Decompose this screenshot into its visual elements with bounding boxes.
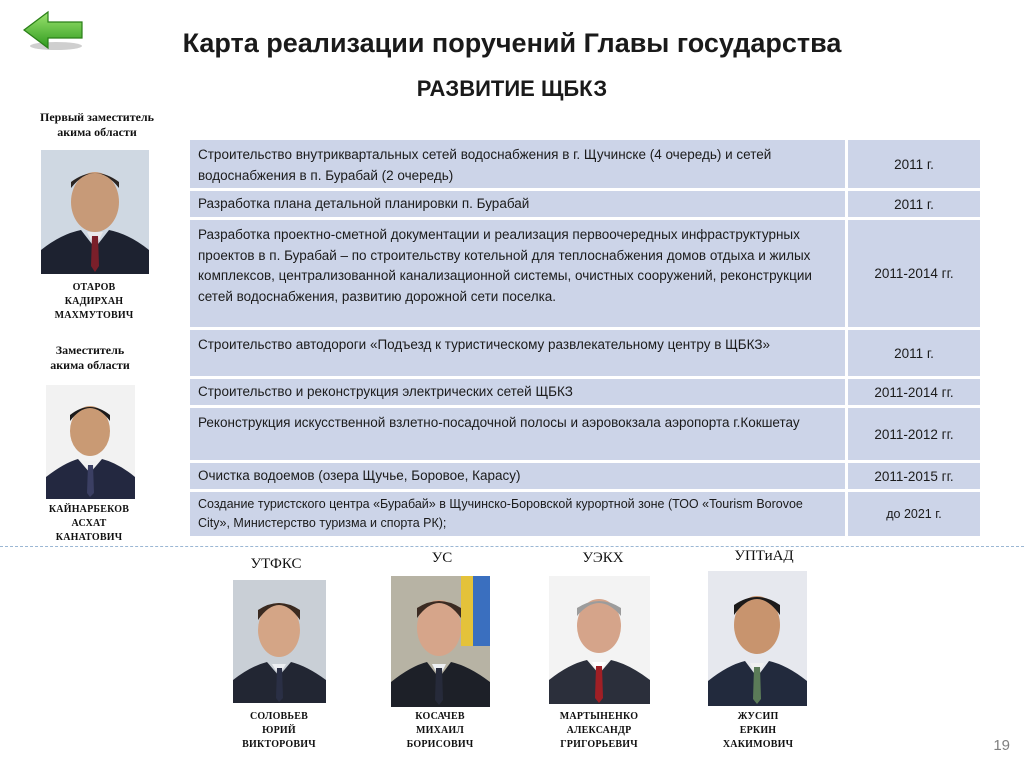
task-text: Разработка проектно-сметной документации и реализация первоочередных инфраструктурных проектов в п. Бурабай – по строительству котельной для теплоснабжения домов отдыха и жилых комплексов, централизованной канализационной системы, очистных сооружений, реконструкции сетей водоснабжения, развитию дорожной сети поселка. xyxy=(190,220,845,327)
task-text: Создание туристского центра «Бурабай» в Щучинско-Боровской курортной зоне (ТОО «Tourism Borovoe City», Министерство туризма и спорта РК); xyxy=(190,492,845,536)
dept1-photo xyxy=(233,580,326,703)
task-row xyxy=(190,492,980,536)
dept2-photo xyxy=(391,576,490,707)
task-date: 2011-2014 гг. xyxy=(848,379,980,405)
task-date: 2011-2012 гг. xyxy=(848,408,980,460)
task-date: 2011 г. xyxy=(848,191,980,217)
task-date: 2011-2014 гг. xyxy=(848,220,980,327)
dept3-photo xyxy=(549,576,650,704)
dept-abbr: УПТиАД xyxy=(734,548,794,564)
dept3-name: МАРТЫНЕНКО АЛЕКСАНДР ГРИГОРЬЕВИЧ xyxy=(559,711,639,750)
task-row xyxy=(190,379,980,405)
dept4-name: ЖУСИП ЕРКИН ХАКИМОВИЧ xyxy=(722,711,794,750)
slide-subtitle: РАЗВИТИЕ ЩБКЗ xyxy=(416,76,608,101)
task-text: Строительство автодороги «Подъезд к туристическому развлекательному центру в ЩБКЗ» xyxy=(190,330,845,376)
dept4-photo xyxy=(708,571,807,706)
dept-abbr: УТФКС xyxy=(250,556,302,572)
task-date: 2011-2015 гг. xyxy=(848,463,980,489)
task-date: до 2021 г. xyxy=(848,492,980,536)
task-row xyxy=(190,330,980,376)
dept-abbr: УЭКХ xyxy=(582,550,624,566)
task-row xyxy=(190,220,980,327)
task-row xyxy=(190,463,980,489)
task-text: Реконструкция искусственной взлетно-посадочной полосы и аэровокзала аэропорта г.Кокшетау xyxy=(190,408,845,460)
task-row xyxy=(190,191,980,217)
task-row xyxy=(190,140,980,188)
task-text: Разработка плана детальной планировки п. Бурабай xyxy=(190,191,845,217)
dept1-name: СОЛОВЬЕВ ЮРИЙ ВИКТОРОВИЧ xyxy=(242,711,316,750)
task-text: Строительство внутриквартальных сетей водоснабжения в г. Щучинске (4 очередь) и сетей водоснабжения в п. Бурабай (2 очередь) xyxy=(190,140,845,188)
task-text: Очистка водоемов (озера Щучье, Боровое, Карасу) xyxy=(190,463,845,489)
official2-name: КАЙНАРБЕКОВ АСХАТ КАНАТОВИЧ xyxy=(48,504,130,543)
dept-abbr: УС xyxy=(431,550,453,566)
task-date: 2011 г. xyxy=(848,330,980,376)
dept2-name: КОСАЧЕВ МИХАИЛ БОРИСОВИЧ xyxy=(406,711,474,750)
page-number: 19 xyxy=(993,737,1010,754)
official1-photo xyxy=(41,150,149,274)
official1-role: Первый заместитель акима области xyxy=(40,110,154,139)
official1-name: ОТАРОВ КАДИРХАН МАХМУТОВИЧ xyxy=(54,282,134,321)
task-date: 2011 г. xyxy=(848,140,980,188)
section-divider xyxy=(0,546,1024,547)
slide-title: Карта реализации поручений Главы государства xyxy=(182,28,842,58)
official2-role: Заместитель акима области xyxy=(50,343,130,372)
task-text: Строительство и реконструкция электрических сетей ЩБКЗ xyxy=(190,379,845,405)
official2-photo xyxy=(46,385,135,499)
task-row xyxy=(190,408,980,460)
